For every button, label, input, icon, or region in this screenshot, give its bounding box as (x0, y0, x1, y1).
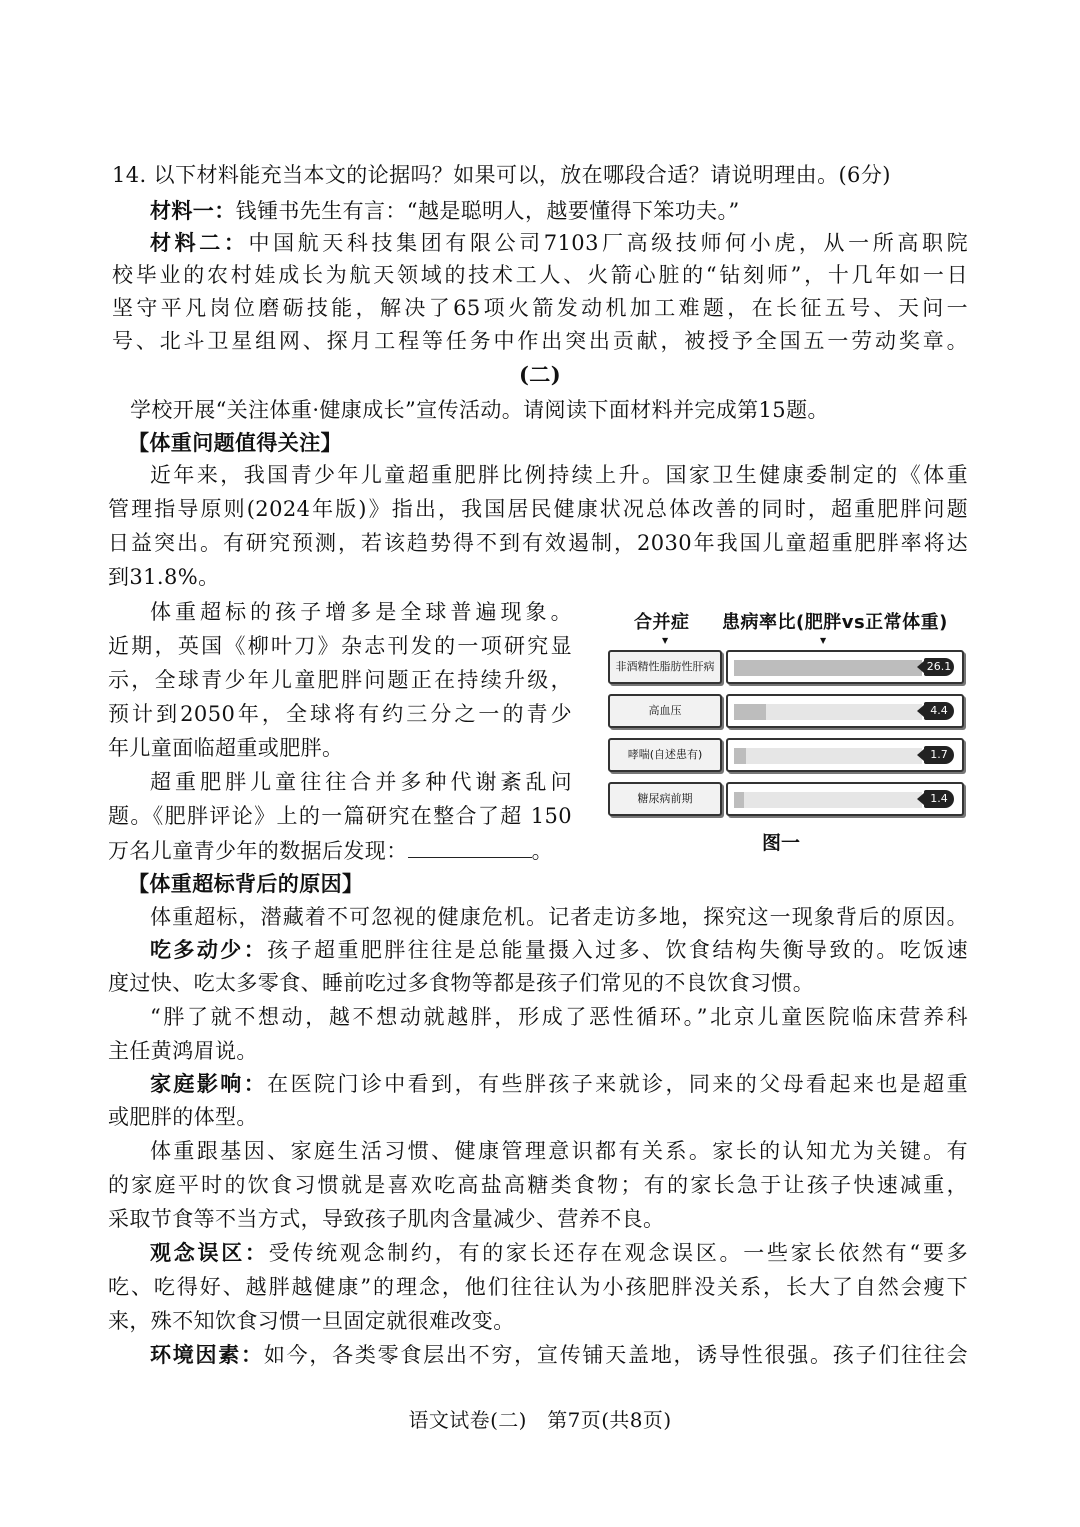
part-1-p2-line-1: 体重超标的孩子增多是全球普遍现象。 (150, 600, 572, 624)
part-1-p1-line-4: 到31.8%。 (108, 565, 220, 589)
value-label: 26.1 (924, 658, 954, 676)
material-2-line-1 (150, 228, 968, 258)
part-1-p3-line-1: 超重肥胖儿童往往合并多种代谢紊乱问 (150, 770, 572, 794)
condition-label: 糖尿病前期 (608, 782, 722, 816)
material-2-line-4: 号、北斗卫星组网、探月工程等任务中作出突出贡献，被授予全国五一劳动奖章。 (112, 329, 968, 353)
part-2-title: 【体重超标背后的原因】 (128, 871, 364, 896)
eat-line-1 (150, 935, 968, 965)
section-intro: 学校开展“关注体重·健康成长”宣传活动。请阅读下面材料并完成第15题。 (130, 398, 829, 422)
gene-line-1: 体重跟基因、家庭生活习惯、健康管理意识都有关系。家长的认知尤为关键。有 (150, 1139, 968, 1163)
figure-row (608, 738, 970, 772)
figure-header-ratio: 患病率比(肥胖vs正常体重) (722, 612, 948, 633)
part-1-p2-line-4: 预计到2050年，全球将有约三分之一的青少 (108, 702, 572, 726)
part-1-p1-line-3: 日益突出。有研究预测，若该趋势得不到有效遏制，2030年我国儿童超重肥胖率将达 (108, 531, 968, 555)
family-label: 家庭影响： (150, 1071, 268, 1096)
part-1-p3-line-3-text: 万名儿童青少年的数据后发现： (108, 839, 408, 863)
material-1-text: 钱锺书先生有言：“越是聪明人，越要懂得下笨功夫。” (235, 199, 740, 223)
material-2-line-3: 坚守平凡岗位磨砺技能，解决了65项火箭发动机加工难题，在长征五号、天问一 (112, 296, 968, 320)
section-heading: (二) (518, 362, 562, 387)
part-2-p1: 体重超标，潜藏着不可忽视的健康危机。记者走访多地，探究这一现象背后的原因。 (150, 905, 968, 929)
idea-line-2: 吃、吃得好、越胖越健康”的理念，他们往往认为小孩肥胖没关系，长大了自然会瘦下 (108, 1275, 968, 1299)
bar (734, 748, 746, 764)
material-2-label: 材料二： (150, 230, 249, 255)
bar-track (734, 792, 922, 808)
value-label: 1.4 (924, 790, 954, 808)
bar (734, 660, 922, 676)
bar-track (734, 704, 922, 720)
part-1-p3-line-2: 题。《肥胖评论》上的一篇研究在整合了超 150 (108, 804, 572, 828)
part-1-title: 【体重问题值得关注】 (128, 430, 342, 455)
gene-line-3: 采取节食等不当方式，导致孩子肌肉含量减少、营养不良。 (108, 1207, 665, 1231)
material-2-line-2: 校毕业的农村娃成长为航天领域的技术工人、火箭心脏的“钻刻师”，十几年如一日 (112, 263, 968, 287)
idea-line-1 (150, 1238, 968, 1268)
arrow-down-icon: ▼ (662, 636, 669, 645)
answer-blank[interactable] (408, 837, 532, 858)
condition-label: 高血压 (608, 694, 722, 728)
bar (734, 704, 766, 720)
figure-row (608, 782, 970, 816)
gene-line-2: 的家庭平时的饮食习惯就是喜欢吃高盐高糖类食物；有的家长急于让孩子快速减重， (108, 1173, 968, 1197)
env-line-1 (150, 1340, 968, 1370)
part-1-p2-line-3: 示，全球青少年儿童肥胖问题正在持续升级， (108, 668, 572, 692)
bar (734, 792, 744, 808)
eat-line-2: 度过快、吃太多零食、睡前吃过多食物等都是孩子们常见的不良饮食习惯。 (108, 971, 815, 995)
bar-frame (726, 782, 964, 816)
part-1-p1-line-1: 近年来，我国青少年儿童超重肥胖比例持续上升。国家卫生健康委制定的《体重 (150, 463, 968, 487)
eat-label: 吃多动少： (150, 937, 268, 962)
family-line-2: 或肥胖的体型。 (108, 1105, 258, 1129)
part-1-p2-line-5: 年儿童面临超重或肥胖。 (108, 736, 344, 760)
figure-caption: 图一 (762, 832, 801, 854)
question-14: 14. 以下材料能充当本文的论据吗？如果可以，放在哪段合适？请说明理由。(6分) (112, 163, 891, 187)
idea-label: 观念误区： (150, 1240, 269, 1265)
part-1-p1-line-2: 管理指导原则(2024年版)》指出，我国居民健康状况总体改善的同时，超重肥胖问题 (108, 497, 968, 521)
part-1-p3-line-3 (108, 836, 553, 866)
family-text-1: 在医院门诊中看到，有些胖孩子来就诊，同来的父母看起来也是超重 (267, 1072, 969, 1096)
idea-line-3: 来，殊不知饮食习惯一旦固定就很难改变。 (108, 1309, 515, 1333)
condition-label: 非酒精性脂肪性肝病 (608, 650, 722, 684)
idea-text-1: 受传统观念制约，有的家长还存在观念误区。一些家长依然有“要多 (268, 1241, 968, 1265)
bar-frame (726, 738, 964, 772)
bar-track (734, 660, 922, 676)
eat-text-1: 孩子超重肥胖往往是总能量摄入过多、饮食结构失衡导致的。吃饭速 (267, 938, 969, 962)
material-1-label: 材料一： (150, 198, 236, 223)
part-1-p3-line-3-end: 。 (531, 839, 554, 863)
material-2-text-1: 中国航天科技集团有限公司7103厂高级技师何小虎，从一所高职院 (248, 231, 968, 255)
bar-frame (726, 650, 964, 684)
family-line-1 (150, 1069, 968, 1099)
bar-track (734, 748, 922, 764)
page-footer: 语文试卷(二) 第7页(共8页) (408, 1408, 672, 1432)
bar-frame (726, 694, 964, 728)
quote-line-1: “胖了就不想动，越不想动就越胖，形成了恶性循环。”北京儿童医院临床营养科 (150, 1005, 968, 1029)
figure-header-comorbidity: 合并症 (634, 612, 690, 633)
figure-row (608, 694, 970, 728)
condition-label: 哮喘(自述患有) (608, 738, 722, 772)
arrow-down-icon: ▼ (820, 636, 827, 645)
part-1-p2-line-2: 近期，英国《柳叶刀》杂志刊发的一项研究显 (108, 634, 572, 658)
value-label: 1.7 (924, 746, 954, 764)
figure-row (608, 650, 970, 684)
env-text-1: 如今，各类零食层出不穷，宣传铺天盖地，诱导性很强。孩子们往往会 (263, 1343, 969, 1367)
figure-1 (604, 604, 976, 854)
material-1 (150, 196, 740, 226)
env-label: 环境因素： (150, 1342, 264, 1367)
quote-line-2: 主任黄鸿眉说。 (108, 1039, 258, 1063)
value-label: 4.4 (924, 702, 954, 720)
